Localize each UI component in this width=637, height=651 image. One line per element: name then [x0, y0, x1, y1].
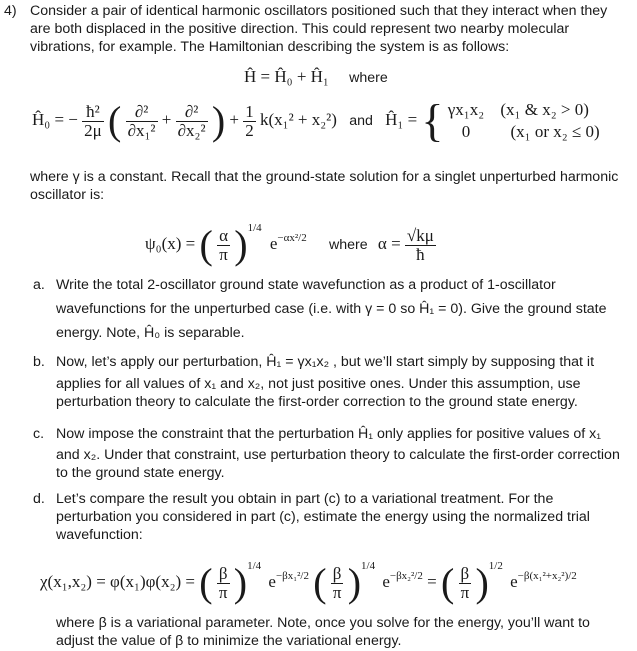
trial-equals: =	[427, 572, 437, 591]
pi-2: π	[332, 582, 342, 602]
beta-3: β	[460, 563, 470, 583]
trial-paren-2-left: (	[313, 560, 327, 606]
beta-over-pi-1	[217, 565, 230, 602]
part-b-letter: b.	[33, 354, 45, 370]
part-b-line-1: Now, let’s apply our perturbation, Ĥ₁ = γx₁x₂ , but we’ll start simply by supposing that it	[56, 354, 595, 370]
trial-paren-3-left: (	[440, 560, 455, 606]
gamma-note-line-1: where γ is a constant. Recall that the ground-state solution for a singlet unperturbed harmonic	[30, 169, 619, 185]
alpha-definition	[405, 227, 436, 264]
intro-line-2: are both displaced in the positive direction. This could represent two nearby molecular	[30, 21, 570, 37]
half-den: 2	[245, 120, 254, 140]
h0-lhs: Ĥ₀ = −	[32, 109, 78, 129]
two-mu: 2μ	[84, 120, 102, 140]
dx2-squared: ∂x₂²	[177, 120, 206, 140]
hbar-over-2mu	[82, 103, 104, 140]
psi0-lhs: ψ₀(x) =	[145, 234, 196, 253]
trial-paren-2-right: )	[347, 560, 362, 606]
part-d-line-1: Let’s compare the result you obtain in part (c) to a variational treatment. For the	[56, 491, 554, 507]
right-paren: )	[211, 98, 226, 143]
case1-cond: (x₁ & x₂ > 0)	[500, 100, 589, 119]
case1-expr: γx₁x₂	[447, 100, 485, 119]
trial-e-2: e	[382, 572, 390, 591]
intro-line-1: Consider a pair of identical harmonic oscillators positioned such that they interact when they	[30, 3, 608, 19]
trial-power-2: 1/4	[361, 560, 376, 572]
part-c-letter: c.	[33, 426, 45, 442]
trial-e-1: e	[268, 572, 276, 591]
closing-line-2: adjust the value of β to minimize the variational energy.	[56, 633, 402, 649]
part-c-line-3: to the ground state energy.	[56, 465, 225, 481]
part-a-line-3: energy. Note, Ĥ₀ is separable.	[56, 325, 245, 341]
alpha-over-pi	[217, 227, 230, 264]
h0-equation	[32, 95, 600, 146]
hbar-den: ħ	[416, 244, 425, 264]
h1-cases	[448, 99, 600, 143]
trial-wavefunction-equation	[40, 556, 577, 606]
part-d-line-3: wavefunction:	[56, 527, 143, 543]
part-d-line-2: perturbation you considered in part (c), estimate the energy using the normalized trial	[56, 509, 590, 525]
psi-left-paren: (	[199, 222, 213, 268]
psi-exp-power: −αx²/2	[277, 232, 307, 244]
case2-cond: (x₁ or x₂ ≤ 0)	[510, 122, 600, 141]
part-c-line-1: Now impose the constraint that the perturbation Ĥ₁ only applies for positive values of x₁	[56, 426, 602, 442]
part-a-letter: a.	[33, 277, 45, 293]
beta-1: β	[218, 563, 228, 583]
closing-line-1: where β is a variational parameter. Note, once you solve for the energy, you’ll want to	[56, 615, 590, 631]
part-a-line-1: Write the total 2-oscillator ground state wavefunction as a product of 1-oscillator	[56, 277, 556, 293]
h1-lhs: Ĥ₁ =	[385, 109, 418, 129]
left-paren: (	[108, 98, 122, 143]
potential-term: k(x₁² + x₂²)	[259, 109, 337, 129]
h1-case-1	[448, 99, 600, 121]
trial-lhs: χ(x₁,x₂) = φ(x₁)φ(x₂) =	[40, 572, 196, 591]
trial-e-3: e	[510, 572, 518, 591]
beta-over-pi-2	[331, 565, 344, 602]
trial-paren-3-right: )	[475, 560, 489, 606]
d2-num-1: ∂²	[126, 103, 158, 122]
part-b-line-2: applies for all values of x₁ and x₂, not just positive ones. Under this assumption, use	[56, 376, 581, 392]
and-word: and	[349, 112, 373, 129]
hamiltonian-total: Ĥ = Ĥ₀ + Ĥ₁	[244, 67, 329, 86]
alpha-num: α	[219, 225, 228, 245]
intro-line-3: vibrations, for example. The Hamiltonian describing the system is as follows:	[30, 39, 510, 55]
part-c-line-2: and x₂. Under that constraint, use perturbation theory to calculate the first-order correction	[56, 447, 620, 463]
left-brace: {	[421, 95, 444, 146]
h1-case-2	[448, 121, 600, 143]
half-num: 1	[245, 101, 254, 121]
psi0-equation	[145, 218, 436, 268]
alpha-lhs: α =	[377, 234, 401, 253]
part-a-line-2: wavefunctions for the unperturbed case (i.e. with γ = 0 so Ĥ₁ = 0). Give the ground state	[56, 301, 607, 317]
sqrt-k-mu: √kμ	[406, 225, 434, 245]
pi-den: π	[219, 244, 228, 264]
d2-dx2	[176, 103, 208, 140]
gamma-note-line-2: oscillator is:	[30, 187, 105, 203]
trial-exp-1: −βx₁²/2	[275, 570, 309, 582]
beta-over-pi-3	[459, 565, 472, 602]
part-b-line-3: perturbation theory to calculate the first-order correction to the ground state energy.	[56, 394, 578, 410]
beta-2: β	[332, 563, 342, 583]
trial-paren-1-left: (	[199, 560, 213, 606]
case2-expr: 0	[461, 122, 471, 141]
hamiltonian-total-equation	[244, 67, 388, 88]
pi-1: π	[218, 582, 228, 602]
problem-number: 4)	[4, 3, 17, 19]
d2-dx1	[126, 103, 158, 140]
plus-2: +	[229, 109, 239, 129]
one-half	[243, 103, 256, 140]
psi-right-paren: )	[234, 222, 248, 268]
psi-exp-base: e	[269, 234, 278, 253]
hamiltonian-where: where	[349, 70, 388, 86]
trial-power-3: 1/2	[488, 560, 503, 572]
trial-exp-3: −β(x₁²+x₂²)/2	[517, 570, 577, 582]
hbar-squared: ħ²	[82, 103, 104, 122]
psi-power: 1/4	[247, 222, 262, 234]
dx1-squared: ∂x₁²	[127, 120, 156, 140]
trial-power-1: 1/4	[247, 560, 262, 572]
pi-3: π	[460, 582, 470, 602]
trial-paren-1-right: )	[233, 560, 248, 606]
plus-1: +	[161, 109, 172, 129]
trial-exp-2: −βx₂²/2	[389, 570, 423, 582]
psi-where: where	[329, 237, 368, 253]
d2-num-2: ∂²	[176, 103, 208, 122]
part-d-letter: d.	[33, 491, 45, 507]
